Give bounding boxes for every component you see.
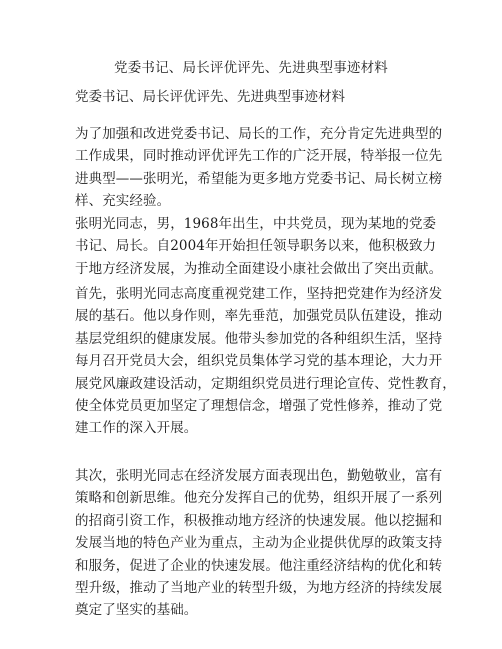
- text-line: 策略和创新思维。他充分发挥自己的优势，组织开展了一系列: [75, 490, 443, 507]
- document-subtitle: 党委书记、局长评优评先、先进典型事迹材料: [75, 89, 345, 105]
- document-title: 党委书记、局长评优评先、先进典型事迹材料: [114, 60, 388, 76]
- text-line: 基层党组织的健康发展。他带头参加党的各种组织生活，坚持: [75, 330, 443, 347]
- text-line: 张明光同志，男，1968年出生，中共党员，现为某地的党委: [75, 216, 437, 232]
- text-line: 于地方经济发展，为推动全面建设小康社会做出了突出贡献。: [75, 260, 443, 277]
- text-line: 展党风廉政建设活动，定期组织党员进行理论宣传、党性教育，: [75, 375, 456, 392]
- text-line: 书记、局长。自2004年开始担任领导职务以来，他积极致力: [75, 238, 437, 255]
- text-line: 每月召开党员大会，组织党员集体学习党的基本理论，大力开: [75, 353, 443, 370]
- text-line: 进典型——张明光，希望能为更多地方党委书记、局长树立榜: [75, 170, 443, 187]
- text-line: 为了加强和改进党委书记、局长的工作，充分肯定先进典型的: [75, 126, 443, 142]
- text-line: 其次，张明光同志在经济发展方面表现出色，勤勉敬业，富有: [75, 468, 443, 484]
- text-line: 首先，张明光同志高度重视党建工作，坚持把党建作为经济发: [75, 286, 443, 302]
- text-line: 型升级，推动了当地产业的转型升级，为地方经济的持续发展: [75, 580, 443, 597]
- paragraph-party-building: [75, 283, 456, 440]
- text-line: 建工作的深入开展。: [75, 420, 198, 437]
- text-line: 展的基石。他以身作则，率先垂范，加强党员队伍建设，推动: [75, 308, 443, 325]
- text-line: 奠定了坚实的基础。: [75, 602, 198, 619]
- text-line: 的招商引资工作，积极推动地方经济的快速发展。他以挖掘和: [75, 512, 443, 529]
- text-line: 和服务，促进了企业的快速发展。他注重经济结构的优化和转: [75, 557, 443, 574]
- text-line: 使全体党员更加坚定了理想信念，增强了党性修养，推动了党: [75, 398, 443, 415]
- paragraph-profile: [75, 213, 443, 280]
- text-line: 工作成果，同时推动评优评先工作的广泛开展，特举报一位先: [75, 148, 443, 165]
- paragraph-economic-development: [75, 465, 443, 622]
- paragraph-intro: [75, 123, 443, 213]
- text-line: 样、充实经验。: [75, 193, 171, 210]
- text-line: 发展当地的特色产业为重点，主动为企业提供优厚的政策支持: [75, 535, 443, 552]
